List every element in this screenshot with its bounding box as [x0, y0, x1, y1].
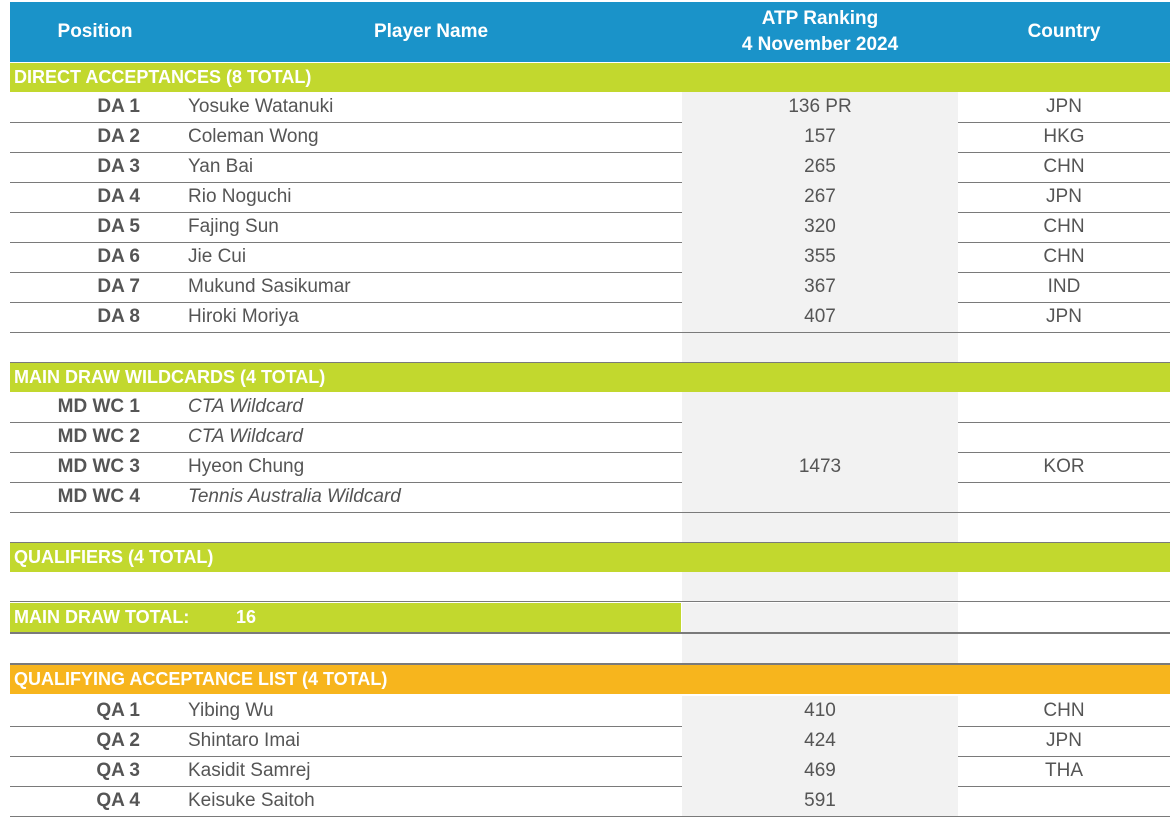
row-country: JPN: [1046, 186, 1082, 207]
row-player-name: CTA Wildcard: [188, 426, 303, 447]
table-row: [10, 182, 1170, 213]
row-ranking: 355: [682, 242, 958, 272]
row-player-name: Yosuke Watanuki: [188, 96, 334, 117]
row-player-name: Rio Noguchi: [188, 186, 292, 207]
row-ranking: 591: [682, 786, 958, 816]
total-rank-shade: [682, 603, 958, 632]
row-player-name: Keisuke Saitoh: [188, 790, 315, 811]
section-qualifying-acceptance-list: [10, 665, 1170, 694]
row-position: QA 4: [96, 790, 140, 811]
row-country: CHN: [1043, 156, 1085, 177]
main-draw-total: [10, 603, 681, 632]
table-row: [10, 452, 1170, 483]
section-direct-acceptances: [10, 63, 1170, 92]
row-ranking: 157: [682, 122, 958, 152]
row-ranking: 320: [682, 212, 958, 242]
main-draw-total-value: 16: [236, 607, 257, 627]
row-country: THA: [1045, 760, 1083, 781]
row-ranking: 267: [682, 182, 958, 212]
row-country: CHN: [1043, 216, 1085, 237]
row-ranking: 469: [682, 756, 958, 786]
row-position: QA 3: [96, 760, 140, 781]
row-player-name: Fajing Sun: [188, 216, 279, 237]
row-country: JPN: [1046, 96, 1082, 117]
section-title: QUALIFIERS (4 TOTAL): [14, 547, 214, 567]
row-position: MD WC 3: [57, 456, 140, 477]
section-title: MAIN DRAW WILDCARDS (4 TOTAL): [14, 367, 326, 387]
section-main-draw-wildcards: [10, 363, 1170, 392]
row-player-name: CTA Wildcard: [188, 396, 303, 417]
section-title: QUALIFYING ACCEPTANCE LIST (4 TOTAL): [14, 669, 388, 689]
section-qualifiers: [10, 543, 1170, 572]
table-row: [10, 392, 1170, 423]
row-ranking: 410: [682, 696, 958, 726]
row-position: DA 3: [97, 156, 140, 177]
row-position: DA 2: [97, 126, 140, 147]
table-row: [10, 696, 1170, 727]
row-player-name: Coleman Wong: [188, 126, 319, 147]
row-player-name: Jie Cui: [188, 246, 247, 267]
row-player-name: Mukund Sasikumar: [188, 276, 351, 297]
header-country: Country: [1027, 21, 1101, 42]
table-row: [10, 92, 1170, 123]
row-player-name: Yibing Wu: [188, 700, 274, 721]
row-country: HKG: [1043, 126, 1085, 147]
table-row: [10, 212, 1170, 243]
table-row: [10, 122, 1170, 153]
row-position: QA 2: [96, 730, 140, 751]
row-ranking: 265: [682, 152, 958, 182]
table-row: [10, 272, 1170, 303]
row-position: MD WC 2: [57, 426, 140, 447]
row-position: QA 1: [96, 700, 140, 721]
row-country: KOR: [1043, 456, 1085, 477]
row-player-name: Hyeon Chung: [188, 456, 305, 477]
row-position: DA 8: [97, 306, 140, 327]
row-ranking: 367: [682, 272, 958, 302]
row-position: DA 7: [97, 276, 140, 297]
header-ranking-date: 4 November 2024: [741, 34, 899, 55]
table-row: [10, 786, 1170, 817]
table-row: [10, 152, 1170, 183]
row-player-name: Yan Bai: [188, 156, 254, 177]
header-ranking-title: ATP Ranking: [761, 8, 879, 29]
row-position: MD WC 4: [57, 486, 140, 507]
table-row: [10, 756, 1170, 787]
table-row: [10, 242, 1170, 273]
row-country: CHN: [1043, 246, 1085, 267]
row-ranking: [682, 392, 958, 422]
row-position: DA 4: [97, 186, 140, 207]
table-row: [10, 726, 1170, 757]
header-player-name: Player Name: [373, 21, 489, 42]
row-position: DA 6: [97, 246, 140, 267]
table-header: [10, 2, 1170, 62]
row-ranking: [682, 482, 958, 512]
table-row: [10, 302, 1170, 333]
row-ranking: 407: [682, 302, 958, 332]
section-title: DIRECT ACCEPTANCES (8 TOTAL): [14, 67, 312, 87]
divider: [10, 632, 1170, 634]
row-ranking: 136 PR: [682, 92, 958, 122]
row-ranking: 424: [682, 726, 958, 756]
spacer-row: [10, 333, 1170, 363]
row-country: IND: [1047, 276, 1081, 297]
row-ranking: [682, 422, 958, 452]
row-country: JPN: [1046, 730, 1082, 751]
row-player-name: Kasidit Samrej: [188, 760, 311, 781]
spacer-row: [10, 513, 1170, 543]
row-position: MD WC 1: [57, 396, 140, 417]
row-player-name: Shintaro Imai: [188, 730, 300, 751]
header-atp-ranking: [682, 2, 958, 62]
row-country: JPN: [1046, 306, 1082, 327]
row-player-name: Hiroki Moriya: [188, 306, 299, 327]
row-player-name: Tennis Australia Wildcard: [188, 486, 401, 507]
row-position: DA 5: [97, 216, 140, 237]
spacer-shade: [682, 634, 958, 664]
table-row: [10, 422, 1170, 453]
main-draw-total-label: MAIN DRAW TOTAL:: [14, 607, 190, 627]
row-country: CHN: [1043, 700, 1085, 721]
table-row: [10, 482, 1170, 513]
row-position: DA 1: [97, 96, 140, 117]
header-position: Position: [57, 21, 133, 42]
spacer-row: [10, 572, 1170, 602]
row-ranking: 1473: [682, 452, 958, 482]
